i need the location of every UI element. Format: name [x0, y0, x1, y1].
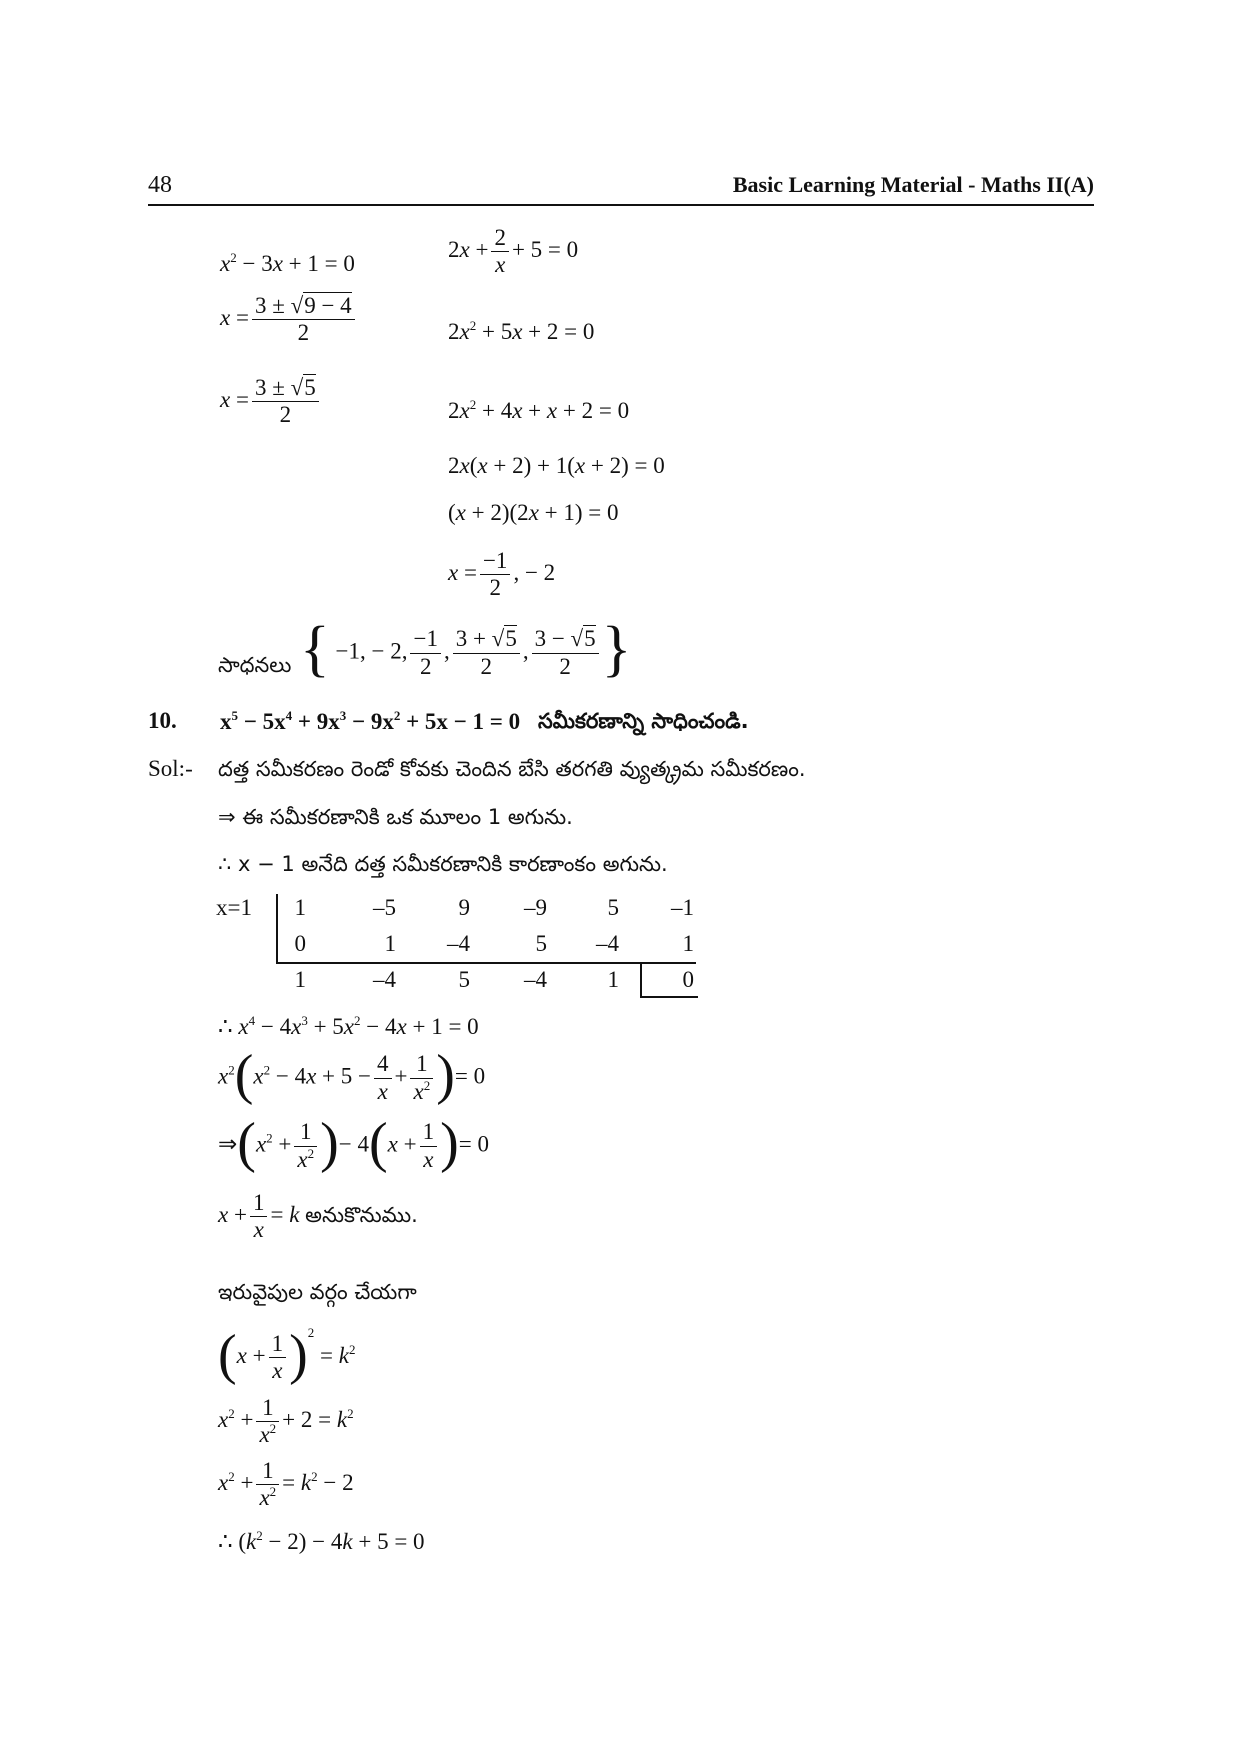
square-both-sides-text: ఇరువైపుల వర్గం చేయగా: [218, 1280, 417, 1304]
left-eq-2: x = $\frac{3 \pm √9 - 4}{2}$: [220, 293, 358, 347]
synthetic-row-3: 1 –4 5 –4 1 0: [294, 967, 694, 992]
step-8: ∴ $(k^2 - 2) - 4k + 5 = 0$: [218, 1528, 425, 1554]
problem-instruction: సమీకరణాన్ని సాధించండి.: [538, 709, 749, 733]
step-2: $x^2(x^2 - 4x + 5$ − $\frac{4}{x}$ + $\frac{1}{x^2}$ )= 0: [218, 1044, 486, 1106]
step-1: ∴ $x^4 - 4x^3 + 5x^2 - 4x + 1 = 0$: [218, 1013, 479, 1039]
right-eq-2: $2x^2 + 5x + 2 = 0$: [448, 318, 595, 344]
right-eq-6: x = $\frac{-1}{2}$ , − 2: [448, 548, 556, 601]
synthetic-row-2: 0 1 –4 5 –4 1: [294, 931, 694, 956]
step-4: x + $\frac{1}{x}$ = k అనుకొనుము.: [218, 1190, 418, 1243]
step-7: $x^2$ + $\frac{1}{x^2}$ = $k^2 - 2$: [218, 1458, 354, 1511]
step-3: $\Rightarrow(x^2$ + $\frac{1}{x^2}$ )− 4(x + $\frac{1}{x}$ )= 0: [218, 1112, 489, 1174]
synthetic-vertical-rule: [276, 894, 278, 962]
right-eq-3: $2x^2 + 4x + x + 2 = 0$: [448, 397, 630, 423]
header-rule: [148, 204, 1094, 206]
solution-line-1: దత్త సమీకరణం రెండో కోవకు చెందిన బేసి తరగతి వ్యుత్క్రమ సమీకరణం.: [218, 757, 806, 781]
solution-line-3: ∴ x − 1 అనేది దత్త సమీకరణానికి కారణాంకం అగును.: [218, 852, 668, 876]
solution-label: Sol:-: [148, 756, 193, 781]
step-4-text: అనుకొనుము.: [305, 1203, 418, 1228]
step-6: $x^2$ + $\frac{1}{x^2}$ + $2 = k^2$: [218, 1395, 354, 1448]
step-5: (x + $\frac{1}{x}$ )$^2 = k^2$: [218, 1323, 356, 1386]
header-title: Basic Learning Material - Maths II(A): [732, 172, 1094, 197]
left-eq-3: x = $\frac{3 \pm √5}{2}$: [220, 375, 322, 429]
right-eq-1: 2x + $\frac{2}{x}$ + 5 = 0: [448, 225, 579, 278]
problem-number: 10.: [148, 708, 177, 733]
right-eq-5: (x + 2)(2x + 1) = 0: [448, 500, 619, 525]
solution-line-2: ⇒ ఈ సమీకరణానికి ఒక మూలం 1 అగును.: [218, 805, 573, 829]
problem-equation: $x^5 - 5x^4 + 9x^3 - 9x^2 + 5x - 1 = 0$: [220, 708, 521, 734]
synthetic-division-table: [290, 890, 694, 998]
right-eq-4: 2x(x + 2) + 1(x + 2) = 0: [448, 453, 665, 478]
solutions-set: { −1, − 2, $\frac{-1}{2}$ , $\frac{3 + √5}{2}$ , $\frac{3 - √5}{2}$ }: [300, 615, 632, 683]
synthetic-row-1: 1 –5 9 –9 5 –1: [294, 895, 694, 920]
solutions-label: సాధనలు: [218, 653, 292, 677]
page-number: 48: [148, 172, 172, 198]
left-eq-1: $x^2 - 3x + 1 = 0$: [220, 250, 355, 276]
synthetic-root-label: x=1: [216, 895, 252, 920]
